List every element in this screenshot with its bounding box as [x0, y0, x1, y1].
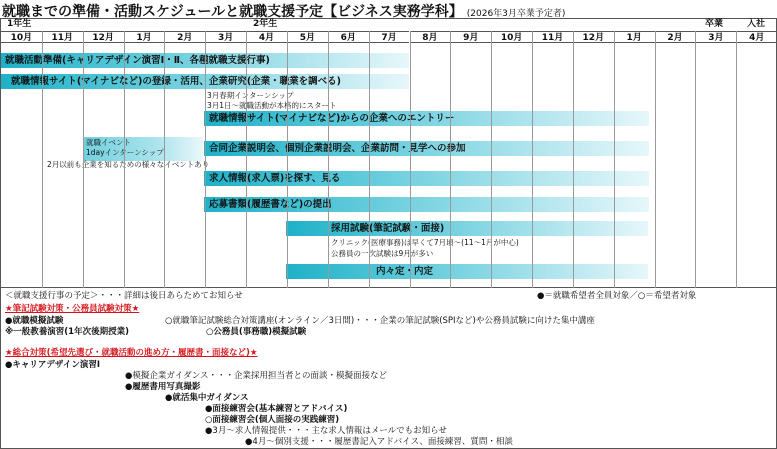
- section-overall: ★総合対策(希望先選び・就職活動の進め方・履歴書・面接など)★: [5, 348, 258, 358]
- event-photo: ●履歴書用写真撮影: [125, 382, 201, 392]
- month-divider: [491, 31, 492, 288]
- year-label-second: 2年生: [253, 19, 278, 29]
- event-mock-exam: ●就職模擬試験: [5, 316, 64, 326]
- month-header-cell: 8月: [410, 31, 451, 43]
- bar-label-selection: 採用試験(筆記試験・面接): [331, 223, 445, 234]
- month-header-cell: 10月: [491, 31, 532, 43]
- month-header-cell: 10月: [1, 31, 42, 43]
- month-header-cell: 1月: [124, 31, 165, 43]
- bar-label-site-registration: 就職情報サイト(マイナビなど)の登録・活用、企業研究(企業・職業を調べる): [11, 76, 342, 87]
- month-divider: [287, 31, 288, 288]
- note-before-feb: 2月以前も企業を知るための様々なイベントあり: [47, 160, 210, 169]
- month-divider: [655, 31, 656, 288]
- event-written-course: ○就職筆記試験総合対策講座(オンライン／3日間)・・・企業の筆記試験(SPIなど)や公務員試験に向けた集中講座: [165, 316, 595, 326]
- bar-label-job-search: 求人情報(求人票)を探す、見る: [209, 173, 341, 184]
- event-interview-basic: ●面接練習会(基本練習とアドバイス): [205, 404, 348, 414]
- events-legend: ●＝就職希望者全員対象／○＝希望者対象: [537, 291, 697, 301]
- section-written-exam: ★筆記試験対策・公務員試験対策★: [5, 304, 140, 314]
- month-divider: [614, 31, 615, 288]
- event-general-education: ※一般教養演習(1年次後期授業): [5, 327, 129, 337]
- month-divider: [410, 31, 411, 288]
- bar-label-entry: 就職情報サイト(マイナビなど)からの企業へのエントリー: [209, 113, 455, 124]
- month-divider: [695, 31, 696, 288]
- month-divider: [42, 31, 43, 288]
- event-career-design: ●キャリアデザイン演習Ⅰ: [5, 360, 100, 370]
- schedule-chart: [0, 18, 777, 288]
- month-header-cell: 4月: [246, 31, 287, 43]
- graduation-label: 卒業: [705, 19, 724, 29]
- month-header-cell: 1月: [614, 31, 655, 43]
- event-interview-individual: ○面接練習会(個人面接の実践練習): [205, 415, 340, 425]
- month-header-cell: 7月: [369, 31, 410, 43]
- month-divider: [328, 31, 329, 288]
- events-header: ＜就職支援行事の予定＞・・・詳細は後日あらためてお知らせ: [5, 291, 243, 301]
- title-text: 就職までの準備・活動スケジュールと就職支援予定【ビジネス実務学科】: [2, 4, 463, 20]
- month-header-cell: 3月: [205, 31, 246, 43]
- month-divider: [83, 31, 84, 288]
- month-divider: [573, 31, 574, 288]
- event-job-guidance: ●就活集中ガイダンス: [165, 393, 249, 403]
- month-header-cell: 4月: [736, 31, 777, 43]
- year-label-first: 1年生: [7, 19, 32, 29]
- bar-offer: [286, 264, 648, 279]
- month-header-cell: 11月: [532, 31, 573, 43]
- month-header-cell: 5月: [287, 31, 328, 43]
- month-header-cell: 12月: [83, 31, 124, 43]
- note-event-line1: 就職イベント: [86, 138, 131, 147]
- bar-label-seminars: 合同企業説明会、個別企業説明会、企業訪問・見学への参加: [209, 143, 466, 154]
- month-header-cell: 12月: [573, 31, 614, 43]
- event-public-mock: ○公務員(事務職)模擬試験: [206, 327, 307, 337]
- month-divider: [205, 31, 206, 288]
- bar-label-application: 応募書類(履歴書など)の提出: [209, 199, 332, 210]
- month-divider: [369, 31, 370, 288]
- month-header-cell: 2月: [655, 31, 696, 43]
- enroll-label: 入社: [747, 19, 766, 29]
- event-job-info: ●3月～求人情報提供・・・主な求人情報はメールでもお知らせ: [205, 426, 447, 436]
- month-divider: [532, 31, 533, 288]
- note-spring-intern: 3月春期インターンシップ: [207, 91, 294, 100]
- month-header-cell: 2月: [164, 31, 205, 43]
- month-header-cell: 6月: [328, 31, 369, 43]
- note-mar1-start: 3月1日～就職活動が本格的にスタート: [207, 101, 337, 110]
- event-individual-support: ●4月～個別支援・・・履歴書記入アドバイス、面接練習、質問・相談: [245, 437, 513, 447]
- note-clinic: クリニック(医療事務)は早くて7月頃～(11～1月が中心): [331, 238, 519, 247]
- month-header-cell: 3月: [695, 31, 736, 43]
- month-divider: [124, 31, 125, 288]
- month-header-cell: 11月: [42, 31, 83, 43]
- month-divider: [736, 31, 737, 288]
- month-divider: [450, 31, 451, 288]
- subtitle: (2026年3月卒業予定者): [466, 9, 566, 19]
- bar-label-preparation: 就職活動準備(キャリアデザイン演習Ⅰ・Ⅱ、各種就職支援行事): [5, 55, 270, 66]
- support-events: [0, 288, 777, 449]
- month-divider: [164, 31, 165, 288]
- bar-label-offer: 内々定・内定: [376, 266, 434, 277]
- note-public-exam: 公務員の一次試験は9月が多い: [331, 249, 434, 258]
- note-event-line2: 1dayインターンシップ: [86, 148, 164, 157]
- event-mock-guidance: ●模擬企業ガイダンス・・・企業採用担当者との面談・模擬面接など: [125, 371, 387, 381]
- month-header-cell: 9月: [450, 31, 491, 43]
- month-divider: [246, 31, 247, 288]
